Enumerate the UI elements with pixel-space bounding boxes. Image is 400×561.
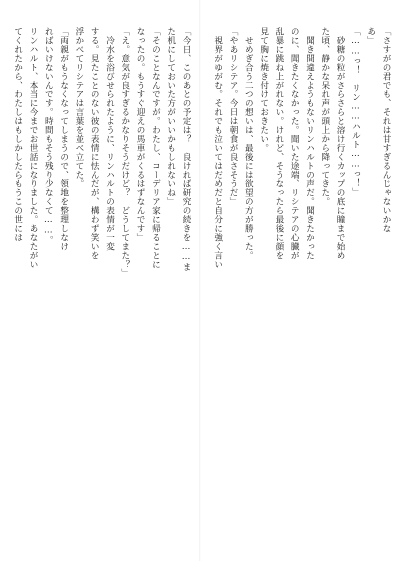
text-column: 「今日、このあとの予定は？ 良ければ研究の続きを……ま <box>181 27 191 272</box>
text-column: リンハルト、本当に今までお世話になりました。あなたがい <box>28 27 39 269</box>
text-column: せめぎ合う二つの想いは、最後には欲望の方が勝った。 <box>243 27 254 260</box>
page-gutter <box>199 0 201 561</box>
text-column: た頃、静かな呆れ声が頭上から降ってきた。 <box>319 27 330 206</box>
text-column: 「両親がもうなくなってしまうので、領地を整理しなけ <box>58 27 69 251</box>
text-column: た机にしておいた方がいいかもしれないね」 <box>165 27 176 206</box>
text-column: なったの。もうすぐ迎えの馬車がくるはずなんです」 <box>135 27 146 242</box>
text-column: 「え。意気が良すぎるかなりそうだけど？ どうしてまた？」 <box>119 27 130 278</box>
text-column: する。見たことのない彼の表情に怯んだが、構わず笑いを <box>89 27 100 260</box>
text-column: 砂糖の粒がさらさらと溶け行くカップの底に瞳まで始め <box>335 27 346 260</box>
right-page-text <box>211 27 393 534</box>
text-column: あ」 <box>365 27 376 45</box>
text-column: のに、聞きたくなかった。聞いた途端、リシテアの心臓が <box>289 27 300 260</box>
text-column: 「そのことなんですが。わたし、コーデリア家に帰ることに <box>150 27 161 269</box>
text-column: 「やあリシテア。今日は朝食が良さそうだ」 <box>228 27 239 206</box>
right-page <box>200 0 400 561</box>
text-column: 冷水を浴びせられたように、リンハルトの表情が一変 <box>104 27 115 251</box>
text-column: てくれたから、わたしはもしかしたらもうこの世には <box>12 27 23 242</box>
text-column: 乱暴に跳ね上がれない。けれど、そうなったら最後に顔を <box>273 27 284 260</box>
text-column: 「さすがの君でも、それは甘すぎるんじゃないかな <box>381 27 391 233</box>
text-column: 「……っ！ リン……ハルト……っ！」 <box>350 27 361 197</box>
text-column: 浮かべてリシテアは言葉を並べ立てた。 <box>73 27 84 189</box>
text-column: 聞き間違えようもないリンハルトの声だ。聞きたかった <box>304 27 315 260</box>
text-column: ればいけないんです。時間もそう残り少なくて……。 <box>43 27 54 245</box>
left-page-text <box>11 27 193 534</box>
text-column: 見て胸に焼き付けておきたい。 <box>258 27 269 153</box>
text-column: 視界がゆがむ。それでも泣いてはだめだと自分に強く言い <box>212 27 223 269</box>
